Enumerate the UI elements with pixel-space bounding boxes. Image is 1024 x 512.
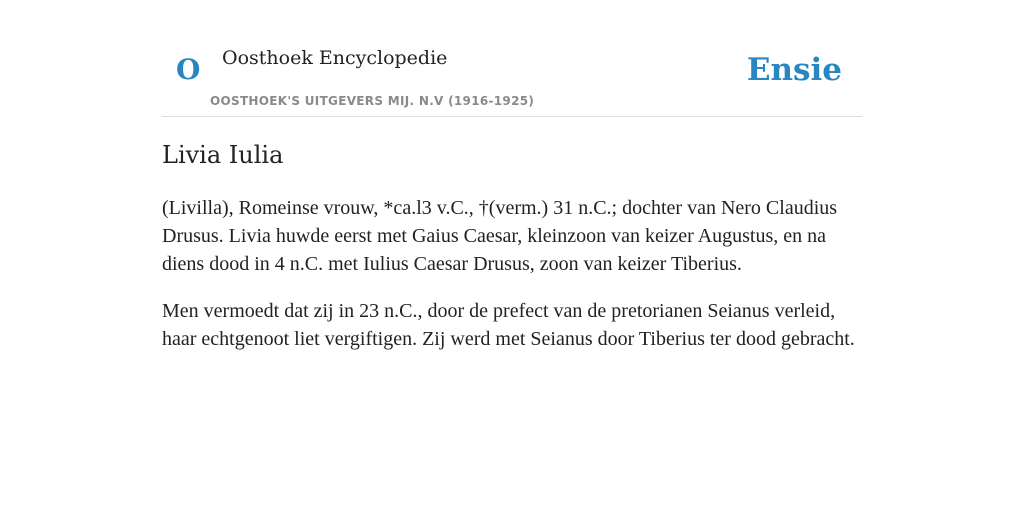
article: [162, 138, 862, 372]
article-paragraph: (Livilla), Romeinse vrouw, *ca.l3 v.C., †(verm.) 31 n.C.; dochter van Nero Claudius Drusus. Livia huwde eerst met Gaius Caesar, kleinzoon van keizer Augustus, en na diens dood in 4 n.C. met Iulius Caesar Drusus, zoon van keizer Tiberius.: [162, 197, 838, 275]
article-title: Livia Iulia: [162, 141, 284, 169]
site-title[interactable]: Oosthoek Encyclopedie: [222, 47, 448, 69]
logo-letter[interactable]: O: [176, 53, 201, 86]
publisher-subtitle: OOSTHOEK'S UITGEVERS MIJ. N.V (1916-1925): [210, 94, 535, 108]
brand-logo[interactable]: Ensie: [746, 52, 842, 88]
site-header: [162, 0, 862, 117]
article-paragraph: Men vermoedt dat zij in 23 n.C., door de prefect van de pretorianen Seianus verleid, haar echtgenoot liet vergiftigen. Zij werd met Seianus door Tiberius ter dood gebracht.: [162, 300, 855, 350]
